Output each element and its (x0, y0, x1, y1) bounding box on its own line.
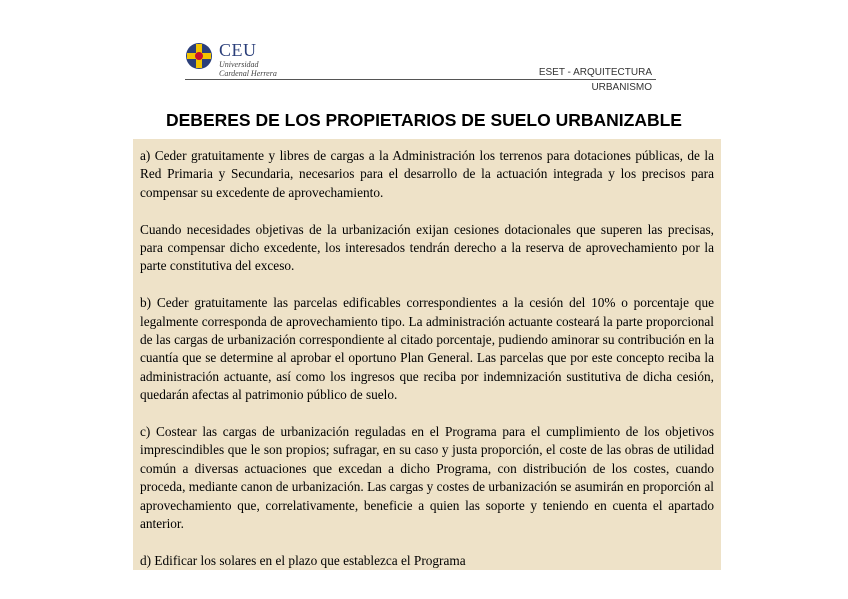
university-logo-icon (185, 42, 213, 70)
university-logo-text (219, 40, 277, 78)
paragraph-c: c) Costear las cargas de urbanización reguladas en el Programa para el cumplimiento de los objetivos imprescindibles que le son propios; sufragar, en su caso y justa proporción, el coste de las obras de utilidad común a diversas actuaciones que excedan a dicho Programa, con distribución de los costes, cuando proceda, mediante canon de urbanización. Las cargas y costes de urbanización se asumirán en proporción al aprovechamiento que, correlativamente, beneficie a quien las soporte y teniendo en cuenta el apartado anterior. (140, 424, 714, 532)
logo-name: CEU (219, 40, 257, 60)
header-divider (185, 79, 656, 80)
logo-subtitle-2: Cardenal Herrera (219, 69, 277, 78)
page-header (185, 40, 656, 95)
paragraph-a: a) Ceder gratuitamente y libres de cargas a la Administración los terrenos para dotaciones públicas, de la Red Primaria y Secundaria, necesarios para el desarrollo de la actuación integrada y los precisos para compensar su excedente de aprovechamiento. (140, 148, 714, 200)
page-title: DEBERES DE LOS PROPIETARIOS DE SUELO URBANIZABLE (166, 110, 682, 130)
paragraph-d: d) Edificar los solares en el plazo que establezca el Programa (140, 552, 466, 568)
logo-subtitle-1: Universidad (219, 60, 259, 69)
paragraph-a-note: Cuando necesidades objetivas de la urbanización exijan cesiones dotacionales que superen las precisas, para compensar dicho excedente, los interesados tendrán derecho a la reserva de aprovechamiento por la parte constitutiva del exceso. (140, 221, 714, 274)
content-box (133, 139, 721, 570)
school-label: ESET - ARQUITECTURA (538, 67, 652, 78)
department-label: URBANISMO (591, 82, 652, 93)
paragraph-b: b) Ceder gratuitamente las parcelas edificables correspondientes a la cesión del 10% o porcentaje que legalmente corresponda de aprovechamiento tipo. La administración actuante costeará la parte proporcional de las cargas de urbanización correspondiente al citado porcentaje, pudiendo aminorar su contribución en la cuantía que se determine al aprobar el oportuno Plan General. Las parcelas que por este concepto reciba la administración actuante, así como los ingresos que reciba por indemnización sustitutiva de dicha cesión, quedarán afectas al patrimonio público de suelo. (140, 295, 714, 403)
